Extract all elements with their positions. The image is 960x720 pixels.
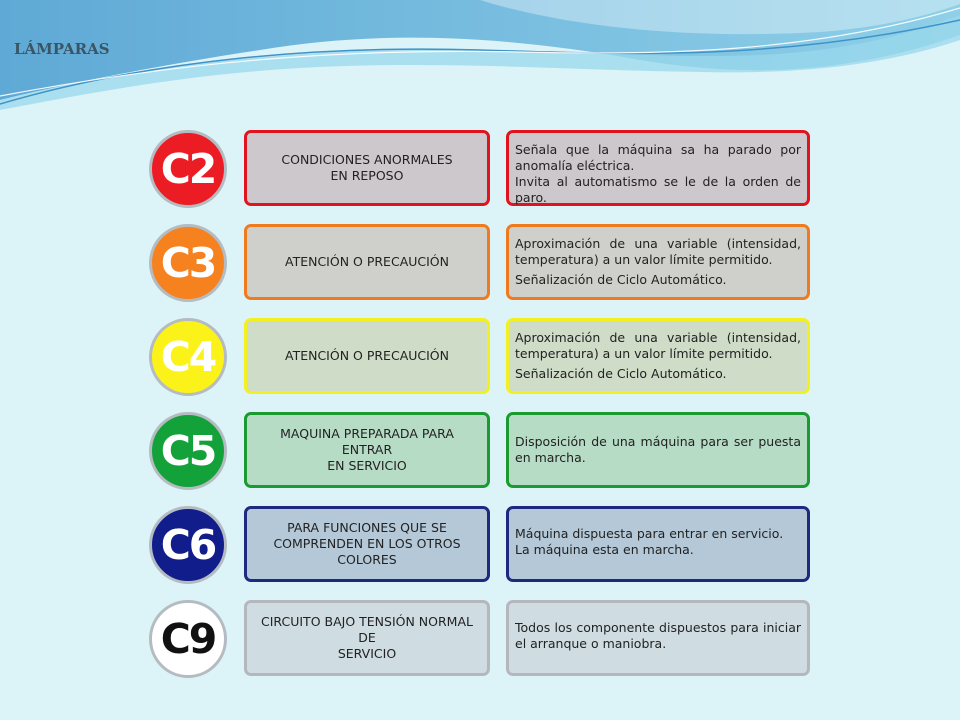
header-wave-decoration — [0, 0, 960, 120]
description-line: Todos los componente dispuestos para iniciar el arranque o maniobra. — [515, 620, 801, 651]
condition-box — [244, 412, 490, 488]
description-line: La máquina esta en marcha. — [515, 542, 694, 557]
condition-line: EN SERVICIO — [327, 458, 407, 473]
lamp-row-c6 — [0, 506, 960, 586]
lamp-row-c9 — [0, 600, 960, 680]
description-line: Aproximación de una variable (intensidad, temperatura) a un valor límite permitido. — [515, 236, 801, 267]
lamp-row-c3 — [0, 224, 960, 304]
lamp-code-badge: C2 — [149, 130, 227, 208]
condition-box — [244, 224, 490, 300]
condition-line: ATENCIÓN O PRECAUCIÓN — [284, 348, 449, 363]
description-line: Señalización de Ciclo Automático. — [515, 272, 727, 287]
description-box — [506, 600, 810, 676]
condition-box — [244, 130, 490, 206]
condition-line: ATENCIÓN O PRECAUCIÓN — [284, 254, 449, 269]
condition-box — [244, 318, 490, 394]
description-box — [506, 506, 810, 582]
condition-line: SERVICIO — [337, 646, 397, 661]
description-box — [506, 318, 810, 394]
description-line: Aproximación de una variable (intensidad, temperatura) a un valor límite permitido. — [515, 330, 801, 361]
description-line: Invita al automatismo se le de la orden de paro. — [515, 174, 801, 205]
condition-line: COMPRENDEN EN LOS OTROS — [273, 536, 461, 551]
lamp-code-badge: C4 — [149, 318, 227, 396]
description-line: Disposición de una máquina para ser puesta en marcha. — [515, 434, 801, 465]
description-line: Señala que la máquina sa ha parado por anomalía eléctrica. — [515, 142, 801, 173]
lamp-code-badge: C9 — [149, 600, 227, 678]
lamp-row-c4 — [0, 318, 960, 398]
description-box — [506, 224, 810, 300]
lamp-code-badge: C6 — [149, 506, 227, 584]
description-box — [506, 412, 810, 488]
condition-line: COLORES — [337, 552, 397, 567]
condition-line: CONDICIONES ANORMALES — [281, 152, 453, 167]
condition-box — [244, 506, 490, 582]
description-line: Máquina dispuesta para entrar en servicio. — [515, 526, 784, 541]
lamp-code-badge: C3 — [149, 224, 227, 302]
description-box — [506, 130, 810, 206]
condition-line: EN REPOSO — [330, 168, 404, 183]
lamp-row-c2 — [0, 130, 960, 210]
condition-box — [244, 600, 490, 676]
slide-title: LÁMPARAS — [14, 40, 110, 58]
description-line: Señalización de Ciclo Automático. — [515, 366, 727, 381]
lamp-code-badge: C5 — [149, 412, 227, 490]
condition-line: MAQUINA PREPARADA PARA ENTRAR — [280, 426, 454, 457]
condition-line: PARA FUNCIONES QUE SE — [287, 520, 447, 535]
lamp-row-c5 — [0, 412, 960, 492]
condition-line: CIRCUITO BAJO TENSIÓN NORMAL DE — [261, 614, 473, 645]
